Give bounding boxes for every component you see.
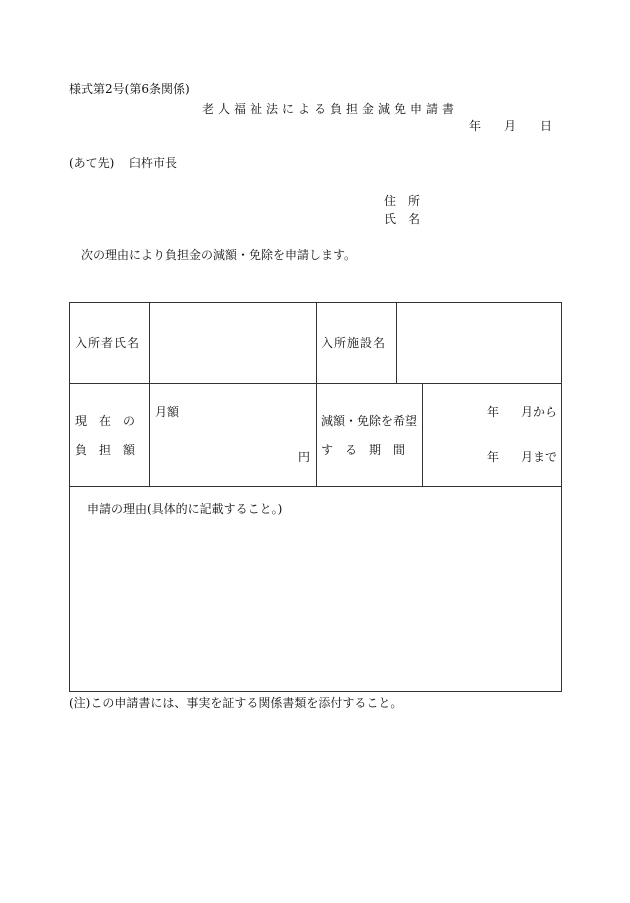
document-title: 老人福祉法による負担金減免申請書 — [202, 102, 459, 116]
monthly-label: 月額 — [155, 405, 180, 419]
period-from-month: 月から — [521, 405, 558, 419]
intro-text: 次の理由により負担金の減額・免除を申請します。 — [81, 248, 357, 262]
current-burden-label-line1: 現 在 の — [75, 414, 136, 428]
row-divider — [69, 486, 562, 487]
name-label: 氏 名 — [384, 212, 421, 226]
resident-name-label: 入所者氏名 — [75, 336, 141, 350]
reason-field[interactable] — [70, 520, 561, 691]
reason-label: 申請の理由(具体的に記載すること。) — [87, 502, 283, 516]
period-label-line2: す る 期 間 — [321, 443, 406, 457]
date-day-label: 日 — [540, 119, 553, 133]
period-from-year: 年 — [487, 405, 500, 419]
period-label-line1: 減額・免除を希望 — [321, 414, 418, 428]
current-burden-field[interactable] — [150, 384, 316, 486]
addressee-name: 臼杵市長 — [129, 156, 178, 170]
period-to-year: 年 — [487, 450, 500, 464]
form-number: 様式第2号(第6条関係) — [69, 82, 190, 96]
address-label: 住 所 — [384, 194, 421, 208]
period-to-month: 月まで — [521, 450, 558, 464]
date-year-label: 年 — [469, 119, 482, 133]
addressee-label: (あて先) — [69, 156, 115, 170]
facility-name-label: 入所施設名 — [321, 336, 387, 350]
current-burden-label-line2: 負 担 額 — [75, 443, 136, 457]
facility-name-field[interactable] — [397, 303, 561, 383]
period-field[interactable] — [423, 384, 561, 486]
yen-label: 円 — [298, 450, 311, 464]
note-text: (注)この申請書には、事実を証する関係書類を添付すること。 — [69, 696, 403, 710]
column-divider — [316, 302, 317, 486]
date-month-label: 月 — [504, 119, 517, 133]
resident-name-field[interactable] — [150, 303, 316, 383]
